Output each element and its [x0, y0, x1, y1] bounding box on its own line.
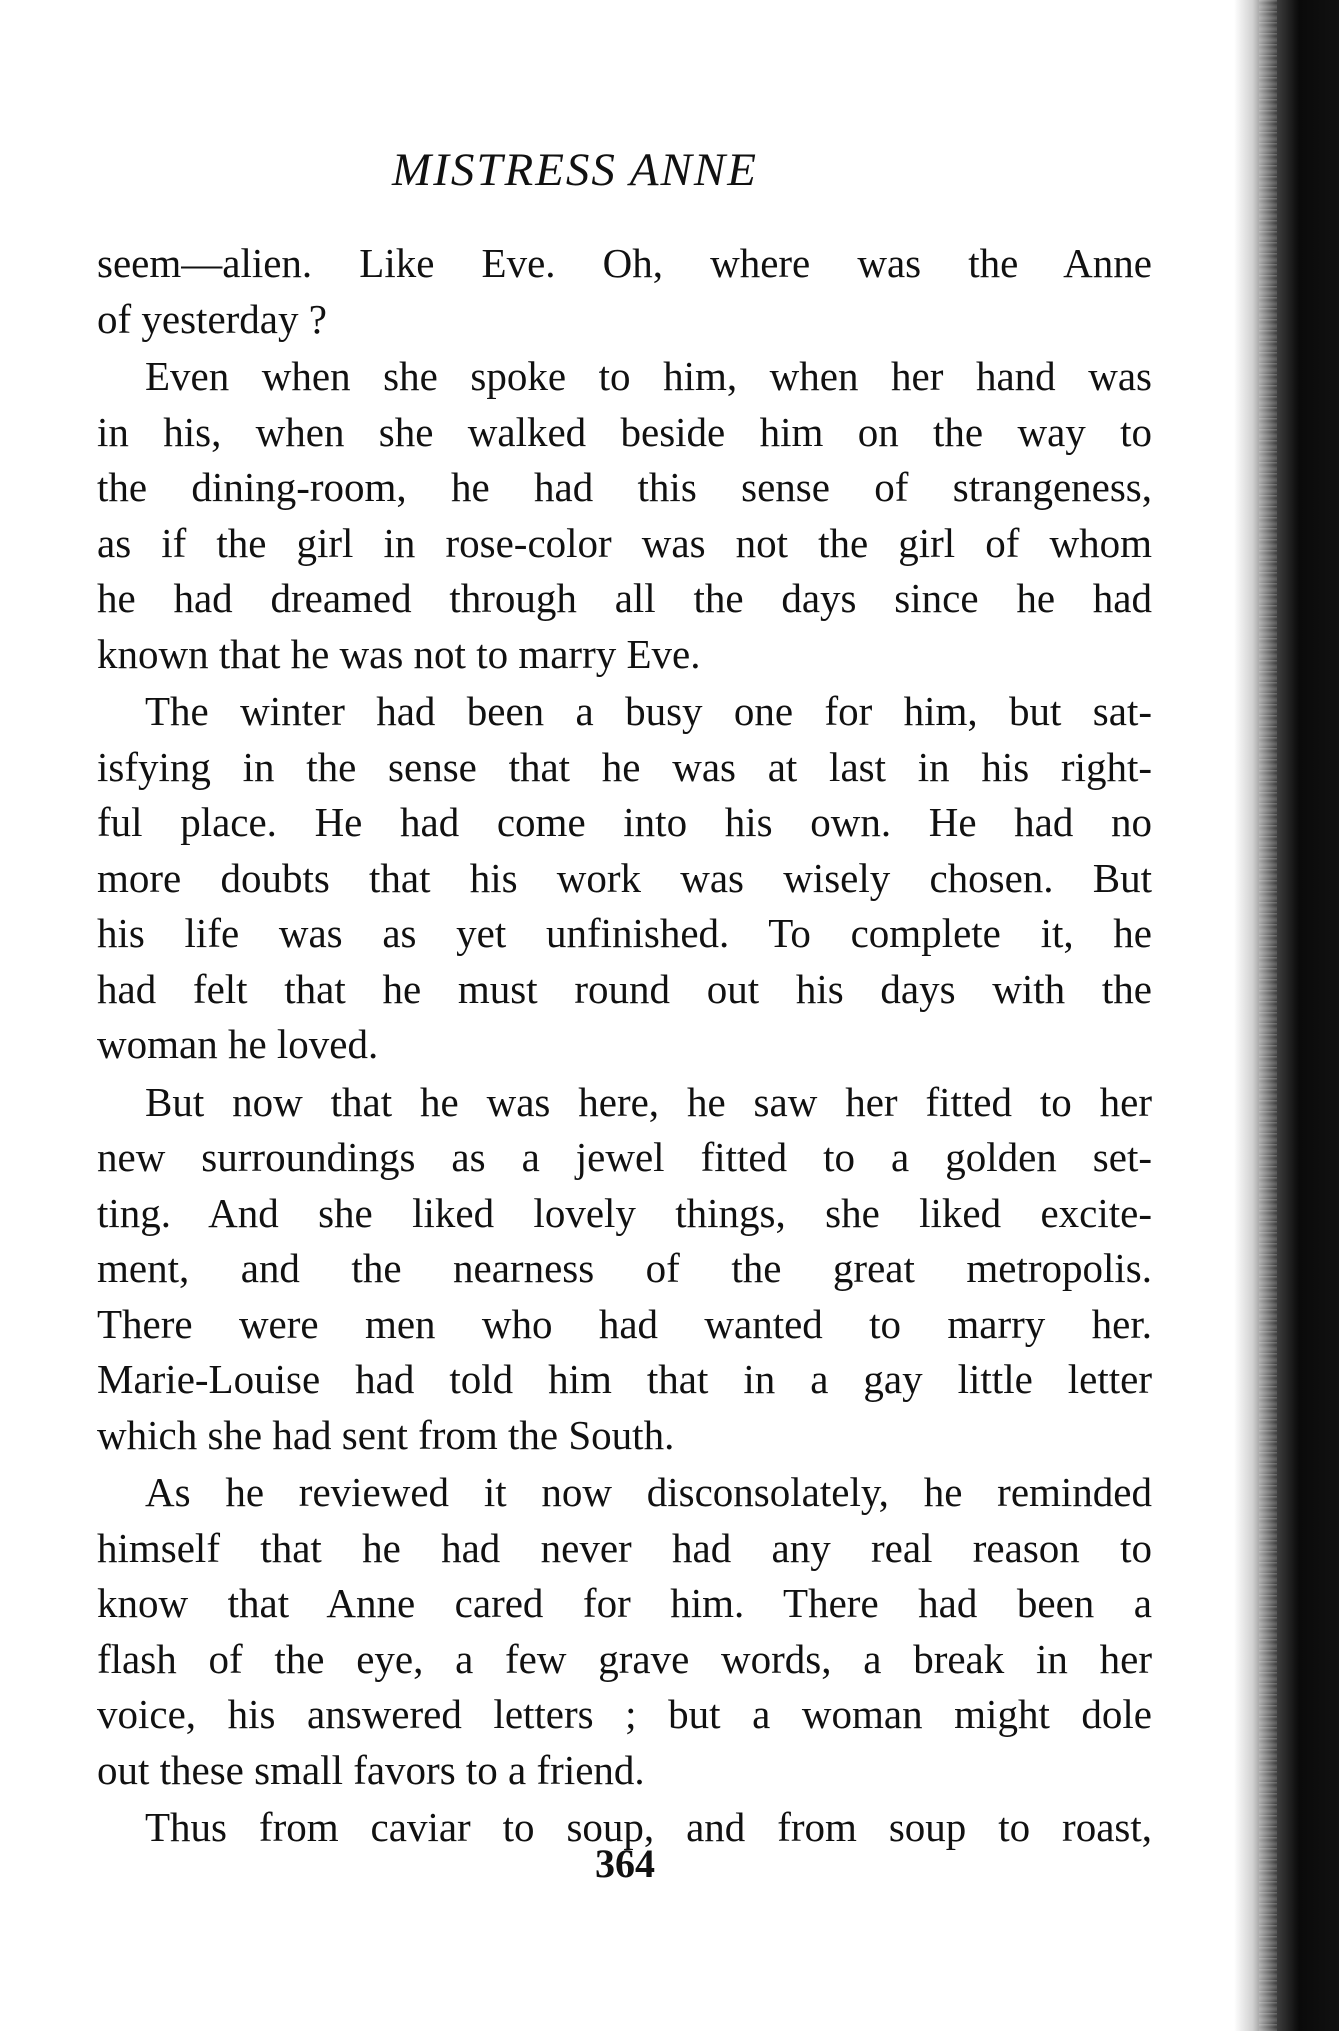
text-line: had felt that he must round out his days with the [97, 965, 1152, 1012]
text-line: as if the girl in rose-color was not the girl of whom [97, 519, 1152, 566]
text-line: of yesterday ? [97, 295, 327, 342]
text-line: seem—alien. Like Eve. Oh, where was the Anne [97, 240, 1152, 286]
text-line: ment, and the nearness of the great metropolis. [97, 1245, 1152, 1291]
text-line: know that Anne cared for him. There had been a [97, 1580, 1152, 1626]
text-line: known that he was not to marry Eve. [97, 630, 701, 677]
text-line: As he reviewed it now disconsolately, he reminded [145, 1469, 1152, 1515]
text-line: the dining-room, he had this sense of strangeness, [97, 464, 1152, 510]
paragraph [97, 349, 1152, 682]
body-text [97, 236, 1152, 1856]
book-gutter-shadow [1234, 0, 1339, 2031]
text-line: which she had sent from the South. [97, 1411, 675, 1458]
text-line: There were men who had wanted to marry her. [97, 1300, 1152, 1347]
page-number: 364 [595, 1841, 655, 1886]
running-head: MISTRESS ANNE [392, 144, 758, 196]
text-line: isfying in the sense that he was at last in his right- [97, 743, 1152, 790]
text-line: voice, his answered letters ; but a woman might dole [97, 1691, 1152, 1737]
text-line: flash of the eye, a few grave words, a break in her [97, 1635, 1152, 1682]
paragraph [97, 1465, 1152, 1798]
text-line: ful place. He had come into his own. He had no [97, 799, 1152, 845]
text-line: his life was as yet unfinished. To complete it, he [97, 910, 1152, 956]
text-line: The winter had been a busy one for him, but sat- [145, 688, 1152, 734]
paragraph [97, 236, 1152, 347]
text-line: ting. And she liked lovely things, she liked excite- [97, 1189, 1152, 1236]
text-line: more doubts that his work was wisely chosen. But [97, 854, 1152, 901]
text-line: out these small favors to a friend. [97, 1746, 645, 1793]
text-line: he had dreamed through all the days since he had [97, 575, 1152, 621]
text-line: Even when she spoke to him, when her hand was [145, 353, 1152, 399]
text-line: woman he loved. [97, 1021, 379, 1067]
paragraph [97, 1075, 1152, 1464]
paragraph [97, 684, 1152, 1073]
text-line: himself that he had never had any real reason to [97, 1524, 1152, 1571]
text-line: Thus from caviar to soup, and from soup to roast, [145, 1804, 1152, 1850]
text-line: new surroundings as a jewel fitted to a golden set- [97, 1134, 1152, 1180]
book-gutter-texture [1259, 0, 1277, 2031]
text-line: But now that he was here, he saw her fitted to her [145, 1078, 1152, 1125]
text-line: Marie-Louise had told him that in a gay little letter [97, 1356, 1152, 1402]
text-line: in his, when she walked beside him on the way to [97, 408, 1152, 455]
